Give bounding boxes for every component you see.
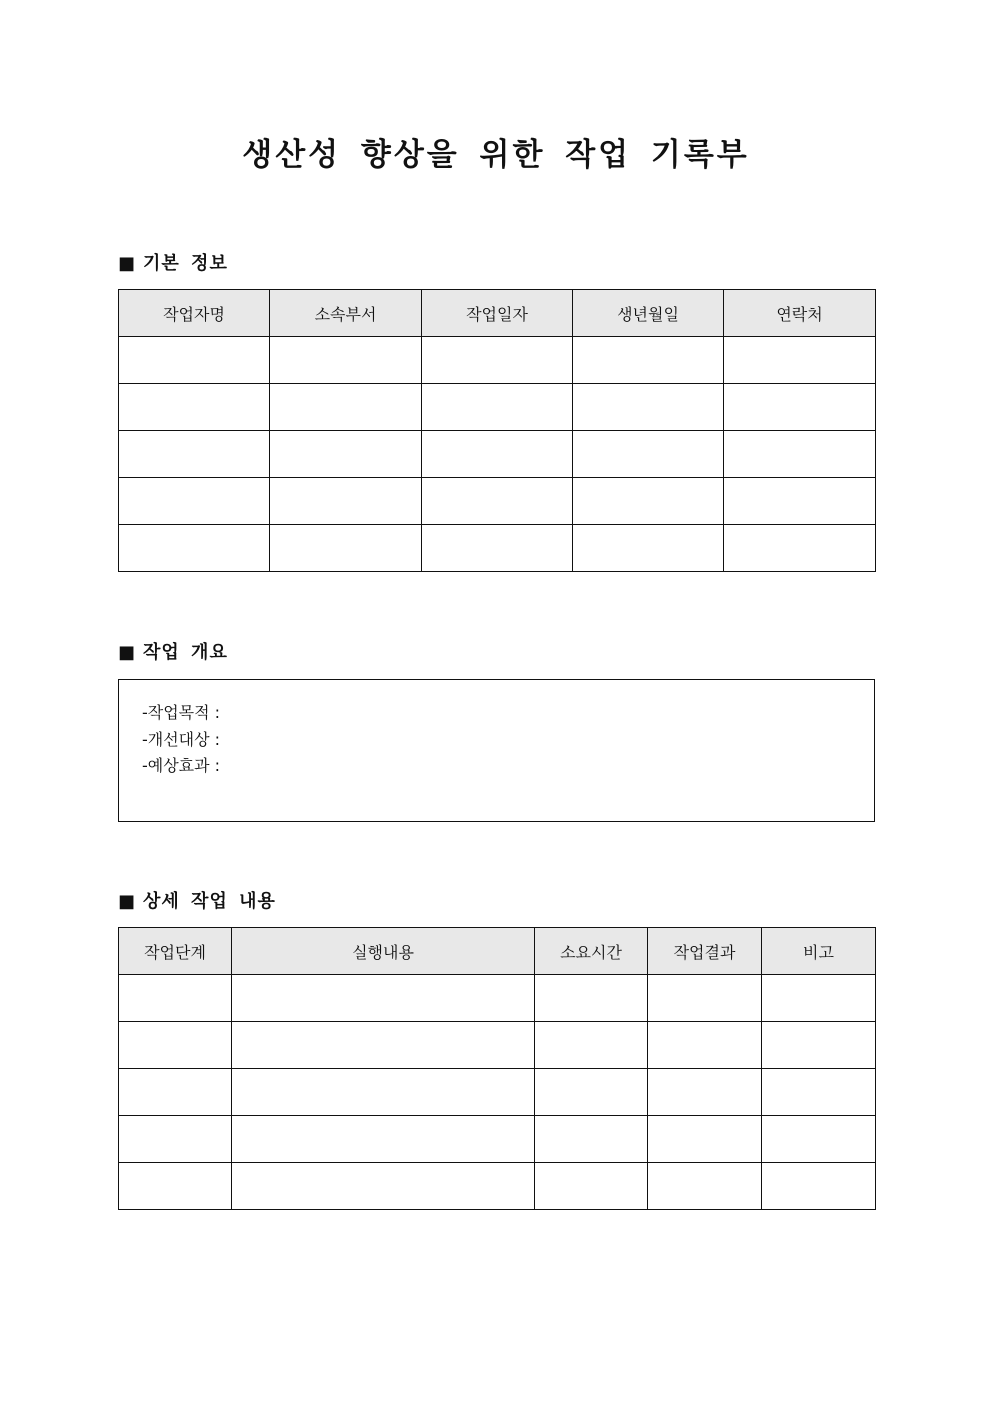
overview-list [142,700,220,780]
table-cell[interactable] [232,1069,535,1116]
table-cell[interactable] [762,1069,876,1116]
table-cell[interactable] [762,1116,876,1163]
table-cell[interactable] [573,431,724,478]
table-cell[interactable] [270,337,422,384]
basic-info-header-row [119,290,876,337]
details-table [118,927,876,1210]
table-row [119,525,876,572]
table-cell[interactable] [119,975,232,1022]
table-cell[interactable] [422,525,573,572]
table-cell[interactable] [535,1116,648,1163]
table-row [119,478,876,525]
table-cell[interactable] [422,337,573,384]
overview-item-effect: -예상효과 : [142,756,221,775]
column-header-result: 작업결과 [648,928,762,975]
table-cell[interactable] [724,431,876,478]
table-row [119,1069,876,1116]
table-cell[interactable] [119,1069,232,1116]
table-cell[interactable] [648,1022,762,1069]
table-row [119,975,876,1022]
table-cell[interactable] [119,1022,232,1069]
overview-heading [118,640,228,666]
column-header-duration: 소요시간 [535,928,648,975]
overview-heading-label: 작업 개요 [143,642,228,663]
table-cell[interactable] [232,1163,535,1210]
table-cell[interactable] [535,1163,648,1210]
table-cell[interactable] [648,1116,762,1163]
table-cell[interactable] [119,478,270,525]
column-header-remarks: 비고 [762,928,876,975]
table-cell[interactable] [762,1022,876,1069]
table-cell[interactable] [232,1022,535,1069]
details-heading-label: 상세 작업 내용 [143,891,276,912]
column-header-birth-date: 생년월일 [573,290,724,337]
table-cell[interactable] [270,431,422,478]
table-cell[interactable] [535,975,648,1022]
table-cell[interactable] [422,431,573,478]
square-bullet-icon: ■ [118,253,136,274]
column-header-execution: 실행내용 [232,928,535,975]
table-row [119,1022,876,1069]
square-bullet-icon: ■ [118,642,136,663]
table-cell[interactable] [535,1069,648,1116]
document-title: 생산성 향상을 위한 작업 기록부 [242,137,750,173]
table-cell[interactable] [724,478,876,525]
column-header-work-step: 작업단계 [119,928,232,975]
table-cell[interactable] [573,384,724,431]
table-cell[interactable] [573,478,724,525]
square-bullet-icon: ■ [118,891,136,912]
table-cell[interactable] [232,975,535,1022]
basic-info-table [118,289,876,572]
column-header-worker-name: 작업자명 [119,290,270,337]
table-cell[interactable] [762,975,876,1022]
table-cell[interactable] [648,1069,762,1116]
table-cell[interactable] [119,431,270,478]
overview-item-target: -개선대상 : [142,729,221,749]
table-cell[interactable] [724,337,876,384]
table-cell[interactable] [724,525,876,572]
table-row [119,337,876,384]
table-cell[interactable] [762,1163,876,1210]
table-cell[interactable] [724,384,876,431]
table-row [119,384,876,431]
column-header-department: 소속부서 [270,290,422,337]
table-cell[interactable] [422,478,573,525]
column-header-contact: 연락처 [724,290,876,337]
table-cell[interactable] [270,525,422,572]
table-cell[interactable] [119,1116,232,1163]
table-cell[interactable] [270,384,422,431]
table-cell[interactable] [573,337,724,384]
table-row [119,1116,876,1163]
table-row [119,431,876,478]
table-cell[interactable] [119,384,270,431]
table-cell[interactable] [648,1163,762,1210]
overview-box[interactable] [118,679,875,822]
overview-item-purpose: -작업목적 : [142,703,221,722]
table-cell[interactable] [648,975,762,1022]
basic-info-heading-label: 기본 정보 [143,253,228,274]
table-cell[interactable] [119,337,270,384]
table-cell[interactable] [270,478,422,525]
table-cell[interactable] [119,525,270,572]
table-row [119,1163,876,1210]
column-header-work-date: 작업일자 [422,290,573,337]
details-header-row [119,928,876,975]
details-heading [118,889,276,915]
table-cell[interactable] [573,525,724,572]
table-cell[interactable] [422,384,573,431]
table-cell[interactable] [119,1163,232,1210]
table-cell[interactable] [535,1022,648,1069]
table-cell[interactable] [232,1116,535,1163]
basic-info-heading [118,251,228,277]
